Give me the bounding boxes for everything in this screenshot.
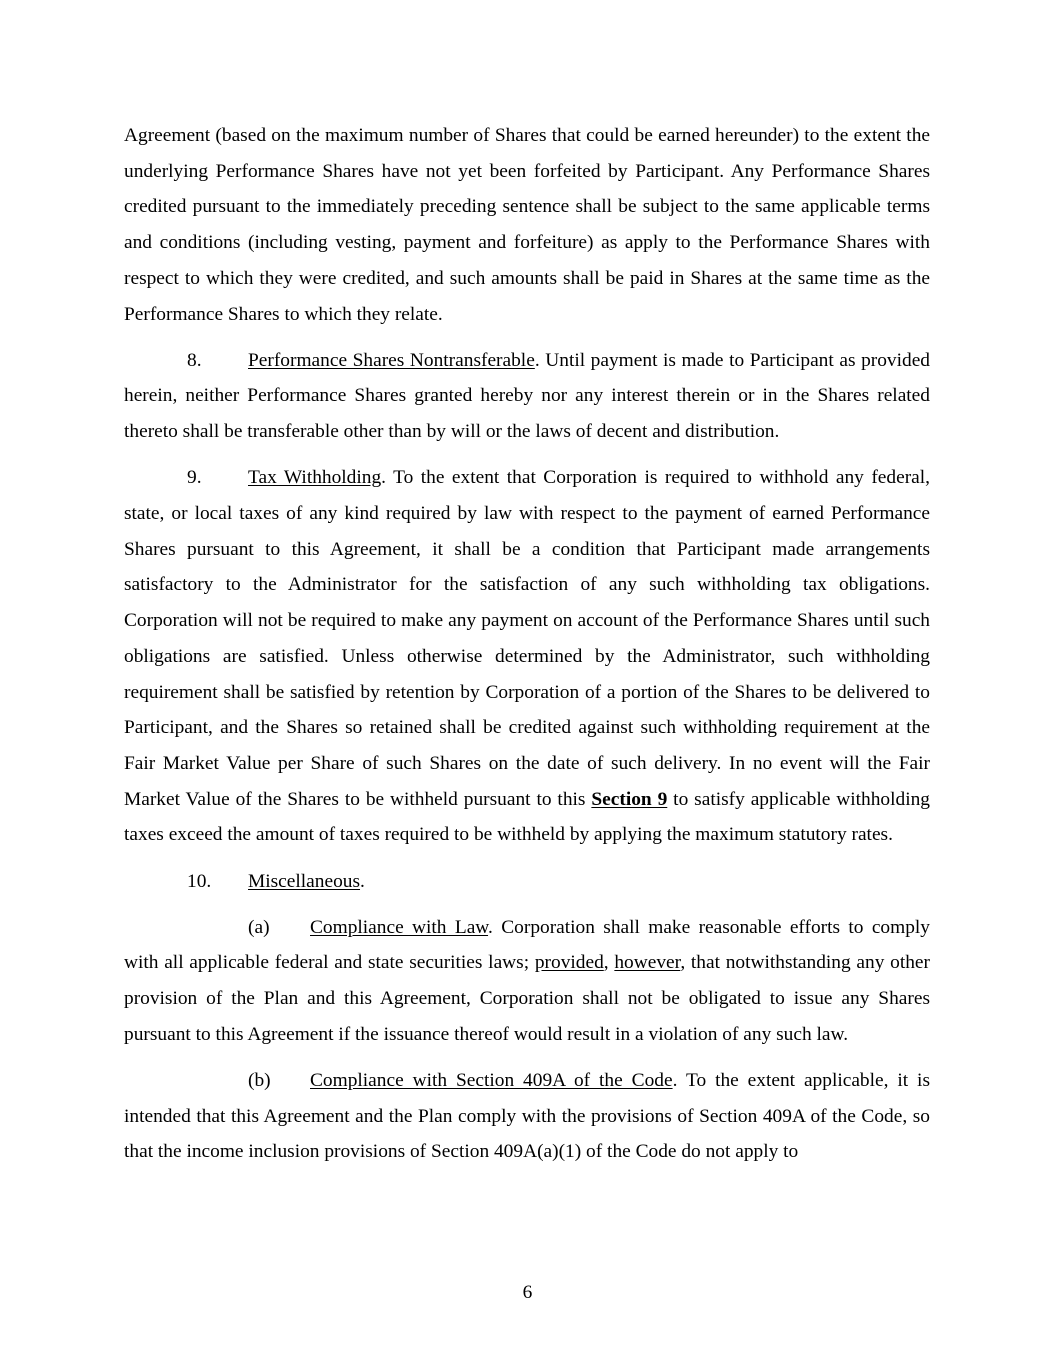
section-8-heading-period: . (534, 349, 540, 371)
section-10b-text: To the extent applicable, it is intended that this Agreement and the Plan comply with the provisions of Section 409A of the Code, so that the income inclusion provisions of Section 409A(a)(1) of the Code do not apply to (124, 1070, 930, 1163)
section-9-text-part2: to satisfy applicable withholding taxes exceed the amount of taxes required to be withheld by applying the maximum statutory rates. (124, 788, 930, 846)
page-number: 6 (522, 1282, 533, 1303)
section-10-number: 10. (187, 870, 212, 892)
section-10a-paragraph (124, 910, 930, 1053)
section-9-number: 9. (187, 467, 202, 489)
section-9-heading: Tax Withholding (248, 467, 382, 489)
section-9-reference: Section 9 (591, 788, 668, 810)
section-10b-heading: Compliance with Section 409A of the Code (310, 1070, 673, 1092)
section-10a-text-part2: , that notwithstanding any other provision of the Plan and this Agreement, Corporation shall not be obligated to issue any Shares pursuant to this Agreement if the issuance thereof would result in a violation of any such law. (124, 952, 930, 1045)
section-10-paragraph (124, 864, 930, 900)
intro-paragraph: Agreement (based on the maximum number of Shares that could be earned hereunder) to the extent the underlying Performance Shares have not yet been forfeited by Participant. Any Performance Shares credited pursuant to the immediately preceding sentence shall be subject to the same applicable terms and conditions (including vesting, payment and forfeiture) as apply to the Performance Shares with respect to which they were credited, and such amounts shall be paid in Shares at the same time as the Performance Shares to which they relate. (124, 125, 930, 325)
section-10-heading-period: . (360, 870, 365, 892)
section-10b-label: (b) (248, 1070, 271, 1092)
section-10b-paragraph (124, 1063, 930, 1170)
section-8-number: 8. (187, 349, 202, 371)
section-9-text-part1: To the extent that Corporation is required to withhold any federal, state, or local taxes of any kind required by law with respect to the payment of earned Performance Shares pursuant to this Agreement, it shall be a condition that Participant made arrangements satisfactory to the Administrator for the satisfaction of any such withholding tax obligations. Corporation will not be required to make any payment on account of the Performance Shares until such obligations are satisfied. Unless otherwise determined by the Administrator, such withholding requirement shall be satisfied by retention by Corporation of a portion of the Shares to be delivered to Participant, and the Shares so retained shall be credited against such withholding requirement at the Fair Market Value per Share of such Shares on the date of such delivery. In no event will the Fair Market Value of the Shares to be withheld pursuant to this (124, 467, 930, 810)
section-8-paragraph (124, 343, 930, 450)
section-10a-heading: Compliance with Law (310, 916, 489, 938)
section-8-heading: Performance Shares Nontransferable (248, 349, 535, 371)
section-10-heading: Miscellaneous (248, 870, 361, 892)
section-8-text: Until payment is made to Participant as provided herein, neither Performance Shares granted hereby nor any interest therein or in the Shares related thereto shall be transferable other than by will or the laws of decent and distribution. (124, 349, 930, 443)
section-10a-text-part1: Corporation shall make reasonable efforts to comply with all applicable federal and state securities laws; (124, 916, 930, 974)
section-10a-comma: , (603, 952, 615, 974)
section-10b-heading-period: . (672, 1070, 678, 1092)
provided-term: provided (534, 952, 604, 974)
section-10a-heading-period: . (488, 916, 493, 938)
however-term: however (614, 952, 681, 974)
section-9-paragraph (124, 460, 930, 853)
section-9-heading-period: . (381, 467, 387, 489)
section-10a-label: (a) (248, 916, 270, 938)
document-body (124, 118, 930, 1170)
